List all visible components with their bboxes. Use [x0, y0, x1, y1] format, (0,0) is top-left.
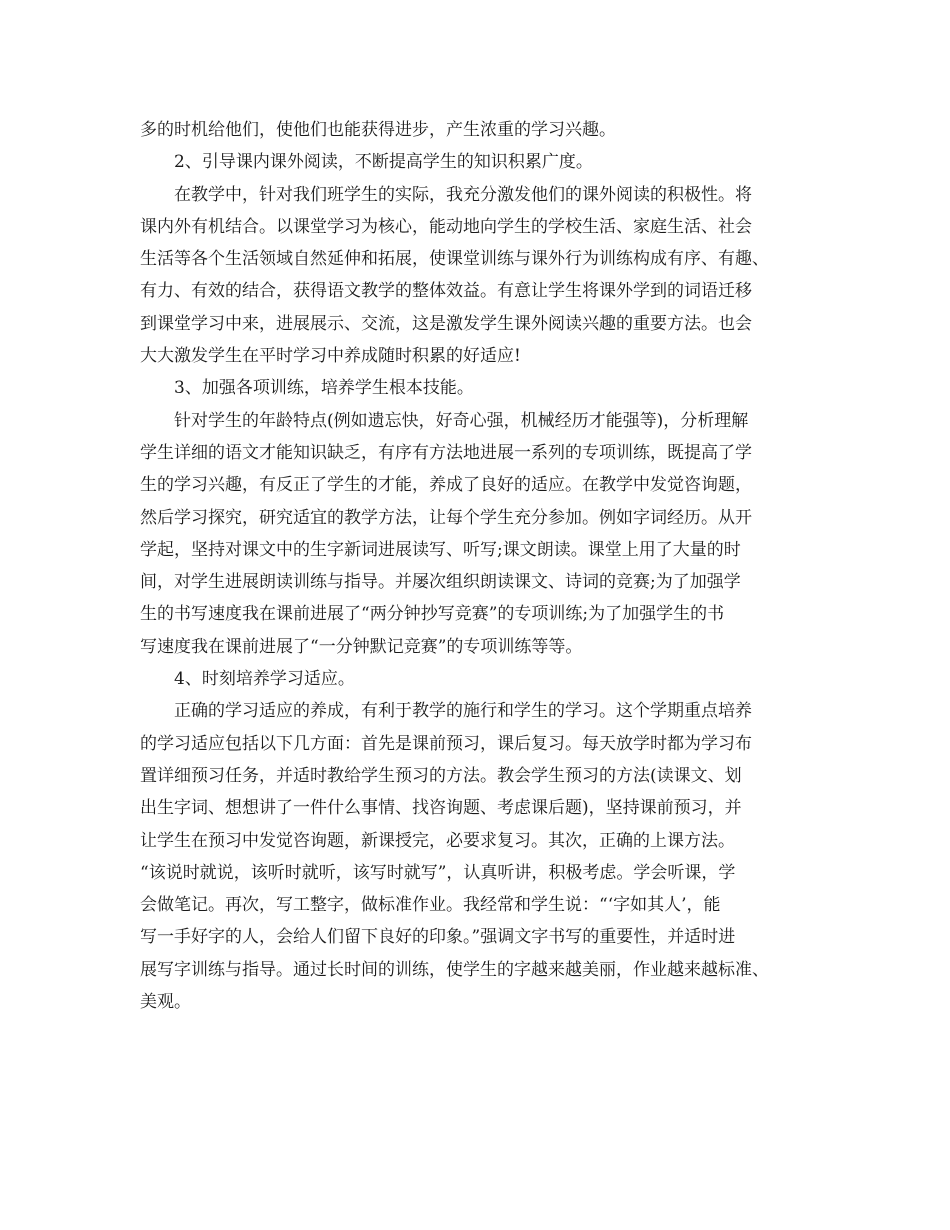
text-line: 大大激发学生在平时学习中养成随时积累的好适应! — [140, 346, 521, 367]
text-line: 会做笔记。再次，写工整字，做标准作业。我经常和学生说：“‘字如其人’，能 — [140, 895, 721, 916]
text-line: 在教学中，针对我们班学生的实际，我充分激发他们的课外阅读的积极性。将 — [174, 184, 752, 205]
text-line: 然后学习探究，研究适宜的教学方法，让每个学生充分参加。例如字词经历。从开 — [140, 507, 752, 528]
text-line: 写一手好字的人，会给人们留下良好的印象。”强调文字书写的重要性，并适时进 — [140, 927, 736, 948]
text-line: 间，对学生进展朗读训练与指导。并屡次组织朗读课文、诗词的竞赛;为了加强学 — [140, 572, 741, 593]
text-line: 3、加强各项训练，培养学生根本技能。 — [174, 378, 474, 399]
text-line: 有力、有效的结合，获得语文教学的整体效益。有意让学生将课外学到的词语迁移 — [140, 281, 752, 302]
document-body — [140, 114, 822, 1018]
text-line: 多的时机给他们，使他们也能获得进步，产生浓重的学习兴趣。 — [140, 120, 616, 140]
text-line: 针对学生的年龄特点(例如遗忘快，好奇心强，机械经历才能强等)，分析理解 — [174, 410, 749, 431]
text-line: 写速度我在课前进展了“一分钟默记竞赛”的专项训练等等。 — [140, 636, 583, 657]
text-line: 正确的学习适应的养成，有利于教学的施行和学生的学习。这个学期重点培养 — [174, 701, 752, 722]
text-line: 让学生在预习中发觉咨询题，新课授完，必要求复习。其次，正确的上课方法。 — [140, 830, 735, 851]
text-line: 置详细预习任务，并适时教给学生预习的方法。教会学生预习的方法(读课文、划 — [140, 765, 742, 786]
text-line: 课内外有机结合。以课堂学习为核心，能动地向学生的学校生活、家庭生活、社会 — [140, 216, 752, 237]
text-line: 到课堂学习中来，进展展示、交流，这是激发学生课外阅读兴趣的重要方法。也会 — [140, 313, 752, 334]
text-line: 4、时刻培养学习适应。 — [174, 669, 355, 690]
text-line: 学起，坚持对课文中的生字新词进展读写、听写;课文朗读。课堂上用了大量的时 — [140, 539, 741, 560]
text-line: 美观。 — [140, 992, 191, 1013]
text-line: 2、引导课内课外阅读，不断提高学生的知识积累广度。 — [174, 152, 593, 173]
text-line: 展写字训练与指导。通过长时间的训练，使学生的字越来越美丽，作业越来越标准、 — [140, 959, 769, 980]
text-line: 生活等各个生活领域自然延伸和拓展，使课堂训练与课外行为训练构成有序、有趣、 — [140, 249, 769, 270]
text-line: 生的学习兴趣，有反正了学生的才能，养成了良好的适应。在教学中发觉咨询题， — [140, 475, 752, 496]
text-line: 生的书写速度我在课前进展了“两分钟抄写竞赛”的专项训练;为了加强学生的书 — [140, 604, 725, 625]
text-line: 学生详细的语文才能知识缺乏，有序有方法地进展一系列的专项训练，既提高了学 — [140, 442, 752, 463]
text-line: 的学习适应包括以下几方面：首先是课前预习，课后复习。每天放学时都为学习布 — [140, 733, 752, 754]
text-line: “该说时就说，该听时就听，该写时就写”，认真听讲，积极考虑。学会听课，学 — [140, 862, 736, 883]
text-line: 出生字词、想想讲了一件什么事情、找咨询题、考虑课后题)，坚持课前预习，并 — [140, 798, 742, 819]
